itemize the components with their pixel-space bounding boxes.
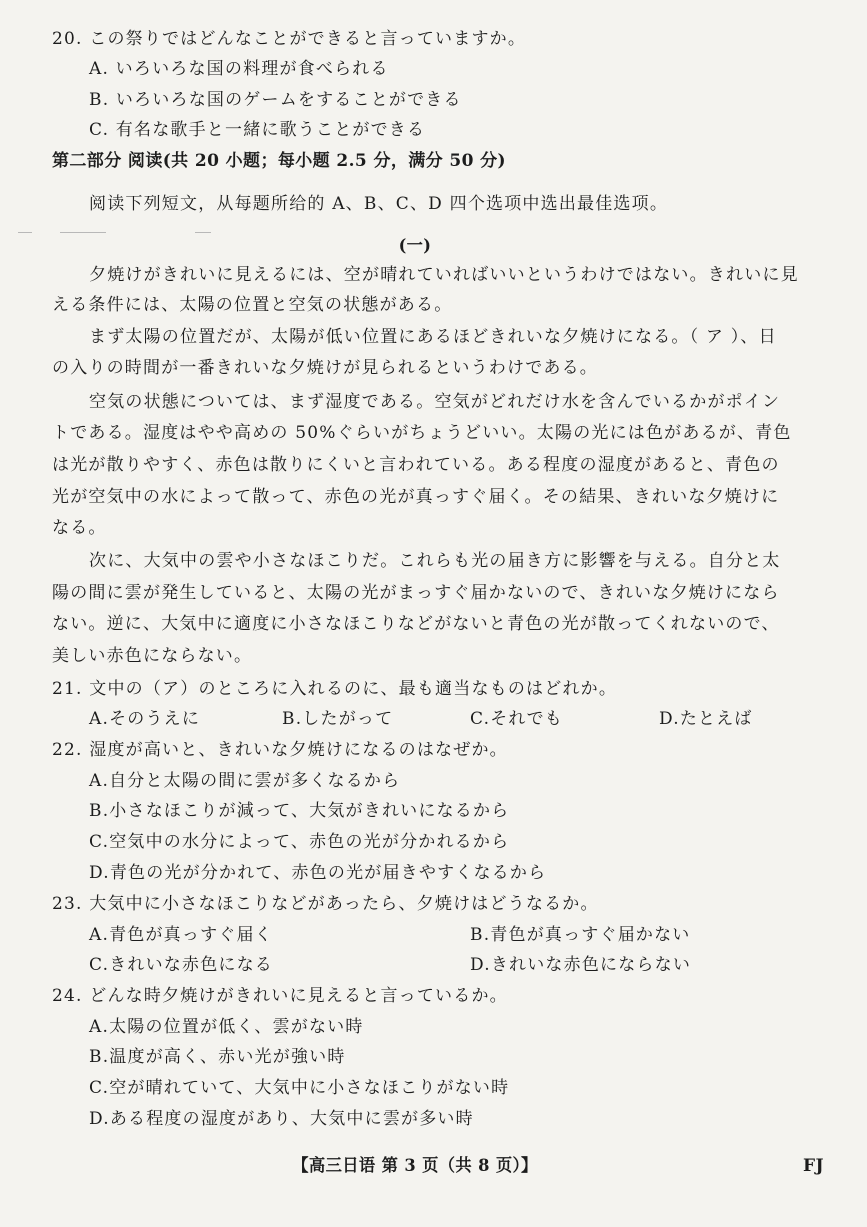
section2-title: 第二部分 阅读(共 20 小题；每小题 2.5 分，满分 50 分) <box>52 151 507 171</box>
q22-option-c: C.空気中の水分によって、赤色の光が分かれるから <box>89 832 510 852</box>
q23-option-b: B.青色が真っすぐ届かない <box>470 925 691 945</box>
passage-line: の入りの時間が一番きれいな夕焼けが見られるというわけである。 <box>52 358 598 378</box>
q20-option-a: A. いろいろな国の料理が食べられる <box>89 59 389 79</box>
q24-option-a: A.太陽の位置が低く、雲がない時 <box>89 1017 364 1037</box>
q24-option-c: C.空が晴れていて、大気中に小さなほこりがない時 <box>89 1078 510 1098</box>
scan-mark <box>60 232 106 233</box>
q20-option-c: C. 有名な歌手と一緒に歌うことができる <box>89 120 426 140</box>
q22-option-d: D.青色の光が分かれて、赤色の光が届きやすくなるから <box>89 863 547 883</box>
q21-option-a: A.そのうえに <box>89 709 201 729</box>
passage-line: 空気の状態については、まず湿度である。空気がどれだけ水を含んでいるかがポイン <box>89 392 781 412</box>
scan-mark <box>195 232 211 233</box>
q21-option-d: D.たとえば <box>659 709 753 729</box>
section2-instruction: 阅读下列短文，从每题所给的 A、B、C、D 四个选项中选出最佳选项。 <box>89 194 669 214</box>
q24-question: 24. どんな時夕焼けがきれいに見えると言っているか。 <box>52 986 508 1006</box>
passage-line: ない。逆に、大気中に適度に小さなほこりなどがないと青色の光が散ってくれないので、 <box>52 614 780 634</box>
q22-option-b: B.小さなほこりが減って、大気がきれいになるから <box>89 801 510 821</box>
passage-line: 陽の間に雲が発生していると、太陽の光がまっすぐ届かないので、きれいな夕焼けになら <box>52 583 780 603</box>
passage-line: トである。湿度はやや高めの 50%ぐらいがちょうどいい。太陽の光には色があるが、青色 <box>52 423 792 443</box>
passage-line: える条件には、太陽の位置と空気の状態がある。 <box>52 295 453 315</box>
passage-line: 美しい赤色にならない。 <box>52 646 253 666</box>
q23-option-a: A.青色が真っすぐ届く <box>89 925 273 945</box>
q24-option-b: B.温度が高く、赤い光が強い時 <box>89 1047 346 1067</box>
passage-line: は光が散りやすく、赤色は散りにくいと言われている。ある程度の湿度があると、青色の <box>52 455 780 475</box>
footer-code: FJ <box>803 1156 824 1176</box>
passage-line: なる。 <box>52 518 107 538</box>
q22-question: 22. 湿度が高いと、きれいな夕焼けになるのはなぜか。 <box>52 740 508 760</box>
passage-line: 夕焼けがきれいに見えるには、空が晴れていればいいというわけではない。きれいに見 <box>89 265 799 285</box>
q23-question: 23. 大気中に小さなほこりなどがあったら、夕焼けはどうなるか。 <box>52 894 599 914</box>
q21-question: 21. 文中の（ア）のところに入れるのに、最も適当なものはどれか。 <box>52 679 618 699</box>
passage-line: まず太陽の位置だが、太陽が低い位置にあるほどきれいな夕焼けになる。（ ア ）、日 <box>89 327 777 347</box>
page-footer: 【高三日语 第 3 页（共 8 页）】 <box>292 1156 538 1176</box>
q21-option-c: C.それでも <box>470 709 564 729</box>
passage-number: (一) <box>398 236 432 256</box>
q23-option-c: C.きれいな赤色になる <box>89 955 274 975</box>
q23-option-d: D.きれいな赤色にならない <box>470 955 692 975</box>
q20-option-b: B. いろいろな国のゲームをすることができる <box>89 90 462 110</box>
scan-mark <box>18 232 32 233</box>
q24-option-d: D.ある程度の湿度があり、大気中に雲が多い時 <box>89 1109 474 1129</box>
passage-line: 光が空気中の水によって散って、赤色の光が真っすぐ届く。その結果、きれいな夕焼けに <box>52 487 780 507</box>
q20-question: 20. この祭りではどんなことができると言っていますか。 <box>52 29 527 49</box>
passage-line: 次に、大気中の雲や小さなほこりだ。これらも光の届き方に影響を与える。自分と太 <box>89 551 781 571</box>
q21-option-b: B.したがって <box>282 709 394 729</box>
q22-option-a: A.自分と太陽の間に雲が多くなるから <box>89 771 401 791</box>
